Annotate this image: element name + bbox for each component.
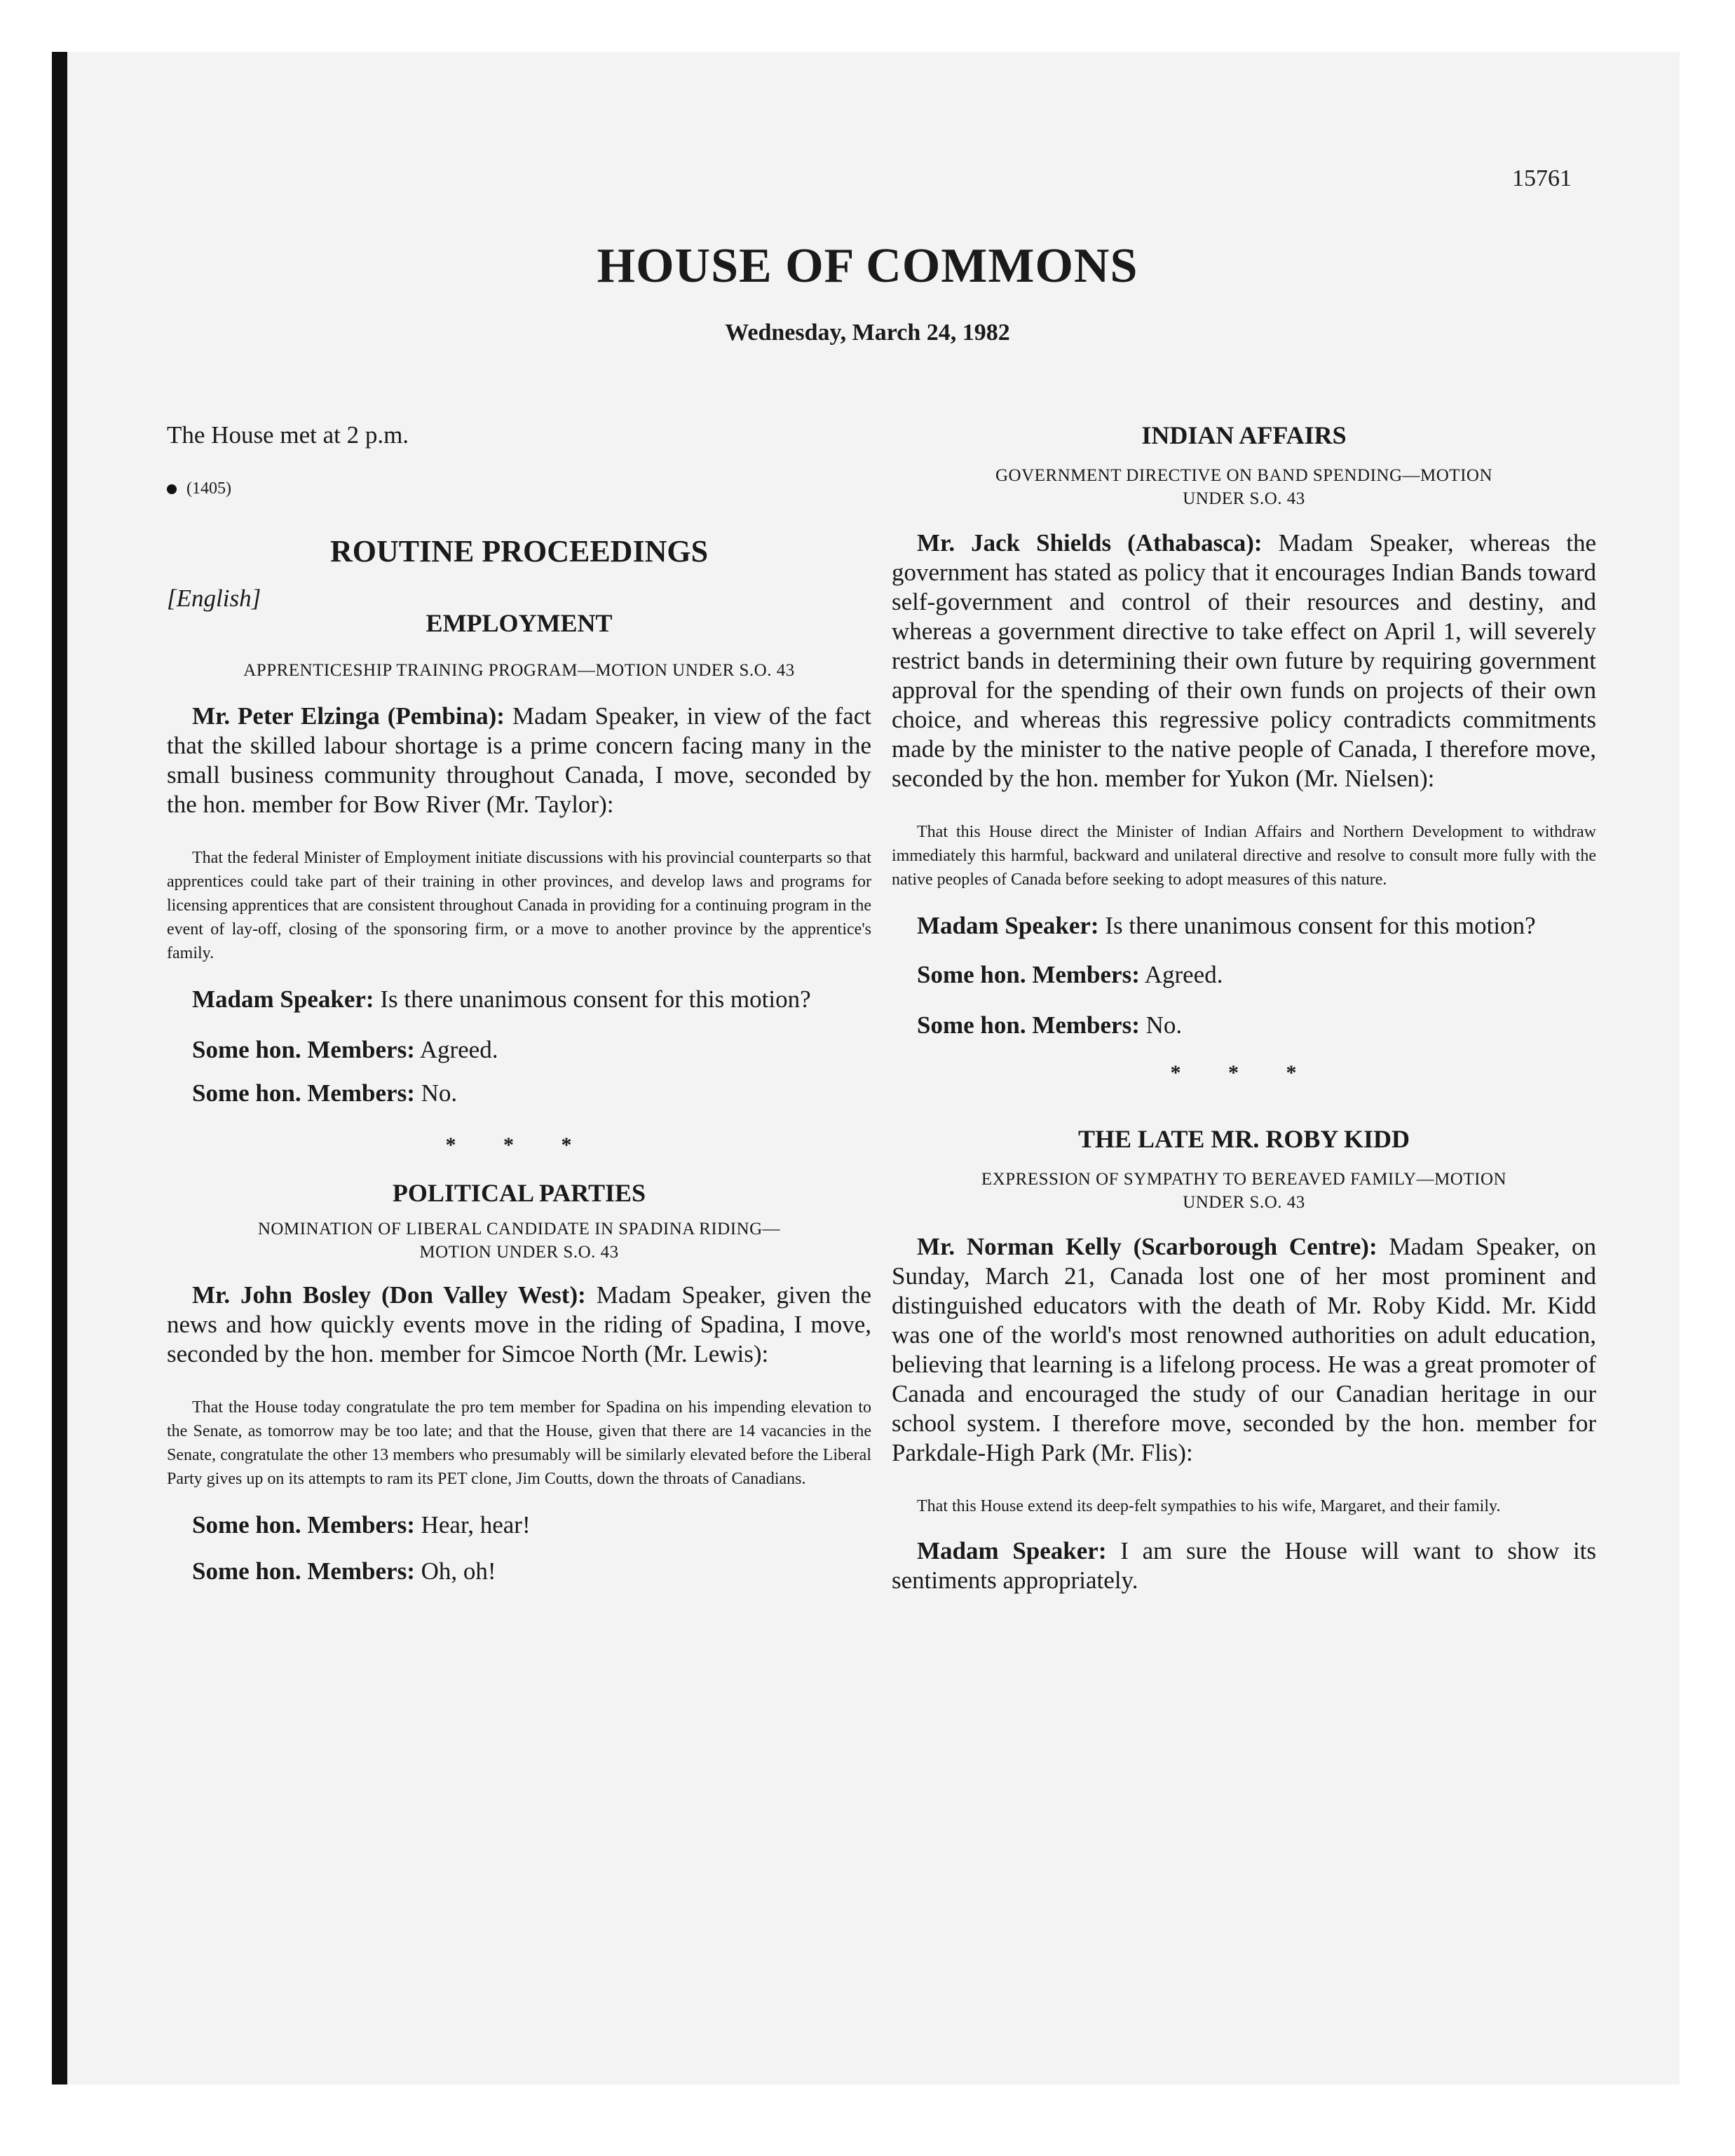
indian-subheading-line2: UNDER S.O. 43 [1183,489,1305,508]
speaker-name: Some hon. Members: [917,1011,1140,1039]
members-response [167,1557,871,1586]
kidd-motion: That this House extend its deep-felt sympathies to his wife, Margaret, and their family. [917,1497,1501,1515]
speech-text: Hear, hear! [421,1511,531,1538]
speech-text: No. [421,1079,458,1107]
consent-question [167,985,871,1014]
meeting-time: The House met at 2 p.m. [167,421,409,449]
language-tag: [English] [167,585,261,612]
speech-text: Is there unanimous consent for this motion? [1105,912,1536,939]
speaker-remark [892,1536,1596,1595]
kidd-heading: THE LATE MR. ROBY KIDD [1077,1125,1410,1153]
speech-text: No. [1145,1011,1183,1039]
elzinga-speech [167,702,871,819]
employment-motion: That the federal Minister of Employment initiate discussions with his provincial counterparts so that apprentices could take part of their training in other provinces, and develop laws and programs for licensing apprentices that are consistent throughout Canada in providing for a continuing program in the event of lay-off, closing of the sponsoring firm, or a move to another province by the apprentice's family. [167,849,871,962]
section-separator: * * * [445,1133,593,1157]
speech-text: Madam Speaker, on Sunday, March 21, Canada lost one of her most prominent and distinguished educators with the death of Mr. Roby Kidd. Mr. Kidd was one of the world's most renowned authorities on adult education, believing that learning is a lifelong process. He was a great promoter of Canada and encouraged the study of our Canadian heritage in our school system. I therefore move, seconded by the hon. member for Parkdale-High Park (Mr. Flis): [892,1233,1596,1466]
time-marker [167,479,871,498]
members-response [167,1510,871,1540]
bullet-icon [167,484,177,494]
shields-speech [892,528,1596,793]
kidd-subheading-line2: UNDER S.O. 43 [1183,1193,1305,1212]
speech-text: Agreed. [1144,961,1223,988]
speaker-name: Some hon. Members: [917,961,1140,988]
speech-text: Madam Speaker, whereas the government has stated as policy that it encourages Indian Bands toward self-government and control of their resources and destiny, and whereas a government directive to take effect on April 1, will severely restrict bands in determining their own future by requiring government approval for the spending of their own funds on projects of their own choice, and whereas this regressive policy contradicts commitments made by the minister to the native people of Canada, I therefore move, seconded by the hon. member for Yukon (Mr. Nielsen): [892,529,1596,792]
left-column [167,421,871,1586]
routine-proceedings-heading: ROUTINE PROCEEDINGS [329,534,709,568]
speaker-name: Mr. Jack Shields (Athabasca): [917,529,1263,557]
consent-question [892,911,1596,941]
speaker-name: Mr. Norman Kelly (Scarborough Centre): [917,1233,1377,1260]
speaker-name: Some hon. Members: [192,1079,415,1107]
section-separator: * * * [1170,1061,1318,1084]
speaker-name: Madam Speaker: [192,985,374,1013]
kidd-subheading-line1: EXPRESSION OF SYMPATHY TO BEREAVED FAMILY—MOTION [981,1170,1507,1189]
employment-subheading: APPRENTICESHIP TRAINING PROGRAM—MOTION UNDER S.O. 43 [243,661,795,680]
page-number: 15761 [1512,165,1572,191]
employment-heading: EMPLOYMENT [426,609,613,637]
speaker-name: Some hon. Members: [192,1557,415,1585]
speech-text: Oh, oh! [421,1557,496,1585]
speech-text: I am sure the House will want to show its sentiments appropriately. [892,1537,1597,1594]
speaker-name: Madam Speaker: [917,1537,1107,1564]
indian-motion: That this House direct the Minister of Indian Affairs and Northern Development to withdraw immediately this harmful, backward and unilateral directive and resolve to consult more fully with the native peoples of Canada before seeking to adopt measures of this nature. [892,823,1596,889]
speaker-name: Mr. John Bosley (Don Valley West): [192,1281,586,1309]
political-motion: That the House today congratulate the pro tem member for Spadina on his impending elevation to the Senate, as tomorrow may be too late; and that the House, given that there are 14 vacancies in the Senate, congratulate the other 13 members who presumably will be similarly elevated before the Liberal Party gives up on its attempts to ram its PET clone, Jim Coutts, down the throats of Canadians. [167,1398,871,1488]
speech-text: Is there unanimous consent for this motion? [380,985,811,1013]
time-marker-text: (1405) [186,479,231,498]
right-column [892,421,1596,1595]
indian-subheading-line1: GOVERNMENT DIRECTIVE ON BAND SPENDING—MOTION [995,466,1492,485]
political-subheading-line2: MOTION UNDER S.O. 43 [419,1243,619,1262]
speaker-name: Mr. Peter Elzinga (Pembina): [192,702,505,730]
members-response [892,1011,1596,1040]
political-parties-heading: POLITICAL PARTIES [392,1179,646,1207]
members-response [892,960,1596,990]
political-subheading-line1: NOMINATION OF LIBERAL CANDIDATE IN SPADINA RIDING— [257,1220,781,1239]
page-title: HOUSE OF COMMONS [597,239,1138,293]
members-response [167,1079,871,1108]
speech-text: Madam Speaker, in view of the fact that the skilled labour shortage is a prime concern facing many in the small business community throughout Canada, I move, seconded by the hon. member for Bow River (Mr. Taylor): [167,702,872,818]
speech-text: Madam Speaker, given the news and how quickly events move in the riding of Spadina, I move, seconded by the hon. member for Simcoe North (Mr. Lewis): [167,1281,871,1367]
speech-text: Agreed. [419,1036,498,1063]
kelly-speech [892,1232,1596,1468]
speaker-name: Some hon. Members: [192,1511,415,1538]
speaker-name: Some hon. Members: [192,1036,415,1063]
indian-affairs-heading: INDIAN AFFAIRS [1141,421,1347,449]
members-response [167,1035,871,1065]
sitting-date: Wednesday, March 24, 1982 [725,320,1010,346]
bosley-speech [167,1281,871,1369]
speaker-name: Madam Speaker: [917,912,1099,939]
